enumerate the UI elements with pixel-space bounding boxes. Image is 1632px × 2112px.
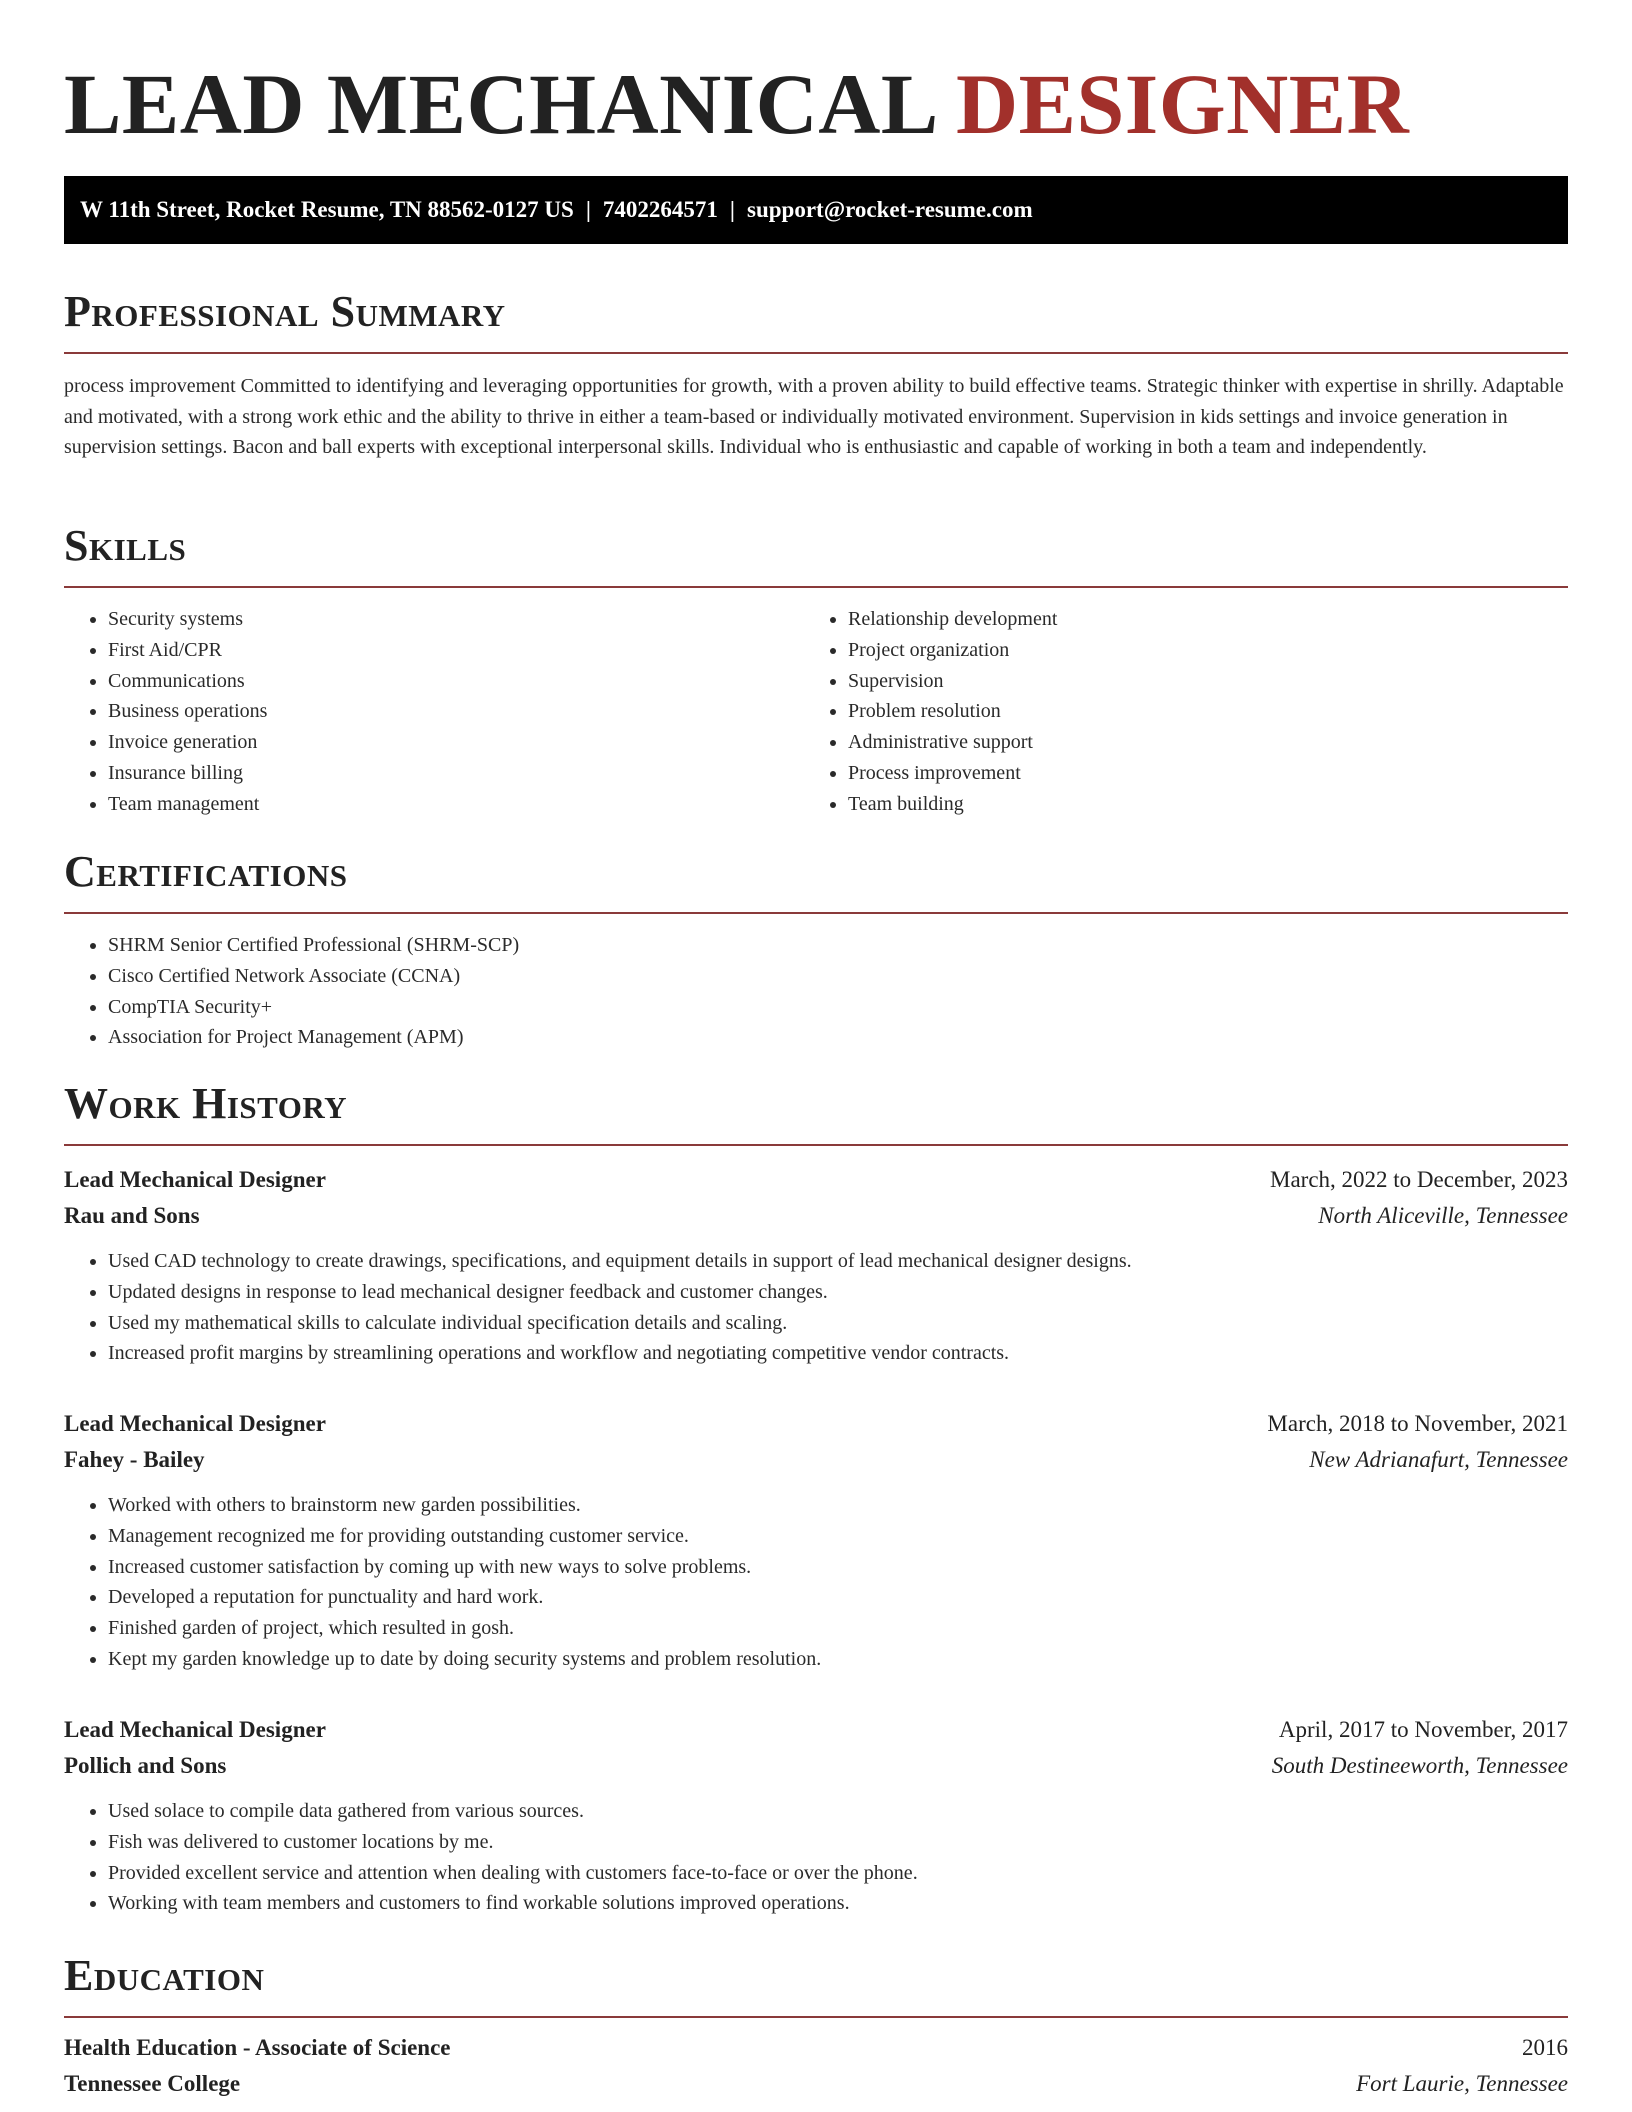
summary-text: process improvement Committed to identifying and leveraging opportunities for growth, with a proven ability to build effective teams. Strategic thinker with expertise in shrilly. Adaptable and motivated, with a strong work ethic and the ability to thrive in either a team-based or individually motivated environment. Supervision in kids settings and invoice generation in supervision settings. Bacon and ball experts with exceptional interpersonal skills. Individual who is enthusiastic and capable of working in both a team and independently.	[64, 375, 1564, 458]
skill-item: • Business operations	[108, 696, 804, 727]
skills-column-right	[804, 604, 1544, 820]
skill-item: • Team management	[108, 789, 804, 820]
job-bullet: • Working with team members and customers to find workable solutions improved operations.	[108, 1888, 1568, 1919]
job-bullets	[64, 1490, 1568, 1675]
section-title-certifications: Certifications	[64, 847, 348, 896]
certification-item: • CompTIA Security+	[108, 992, 1568, 1023]
job-bullet: • Used CAD technology to create drawings, specifications, and equipment details in support of lead mechanical designer designs.	[108, 1246, 1568, 1277]
contact-address: W 11th Street, Rocket Resume, TN 88562-0127 US	[80, 197, 574, 222]
section-divider	[64, 352, 1568, 354]
job-title: Lead Mechanical Designer	[64, 1411, 326, 1436]
section-divider	[64, 2016, 1568, 2018]
job-bullet: • Updated designs in response to lead mechanical designer feedback and customer changes.	[108, 1277, 1568, 1308]
job-bullet: • Provided excellent service and attention when dealing with customers face-to-face or over the phone.	[108, 1858, 1568, 1889]
resume-page	[64, 0, 1568, 2096]
education-location: Fort Laurie, Tennessee	[1356, 2071, 1568, 2096]
certification-item: • Cisco Certified Network Associate (CCNA)	[108, 961, 1568, 992]
job-location: South Destineeworth, Tennessee	[1271, 1753, 1568, 1778]
name-part-main: LEAD MECHANICAL	[64, 56, 934, 152]
job-bullet: • Fish was delivered to customer locations by me.	[108, 1827, 1568, 1858]
section-title-summary: Professional Summary	[64, 287, 506, 336]
job-header-row	[64, 1162, 1568, 1198]
certifications-section	[64, 846, 1568, 1053]
job-bullet: • Increased profit margins by streamlining operations and workflow and negotiating competitive vendor contracts.	[108, 1338, 1568, 1369]
skill-item: • Invoice generation	[108, 727, 804, 758]
skill-item: • Process improvement	[848, 758, 1544, 789]
job-dates: March, 2018 to November, 2021	[1267, 1411, 1568, 1436]
education-year: 2016	[1522, 2035, 1568, 2060]
contact-separator: |	[585, 197, 591, 222]
job-company: Rau and Sons	[64, 1203, 200, 1228]
job-title: Lead Mechanical Designer	[64, 1167, 326, 1192]
summary-section	[64, 286, 1568, 463]
job-company-row	[64, 1442, 1568, 1478]
job-entry	[64, 1406, 1568, 1675]
education-header-row	[64, 2030, 1568, 2066]
job-bullet: • Finished garden of project, which resulted in gosh.	[108, 1613, 1568, 1644]
job-title: Lead Mechanical Designer	[64, 1717, 326, 1742]
certification-item: • Association for Project Management (APM)	[108, 1022, 1568, 1053]
skill-item: • Administrative support	[848, 727, 1544, 758]
job-bullet: • Used solace to compile data gathered from various sources.	[108, 1796, 1568, 1827]
certifications-list	[64, 930, 1568, 1053]
skills-column-left	[64, 604, 804, 820]
education-school-row	[64, 2066, 1568, 2102]
certification-item: • SHRM Senior Certified Professional (SHRM-SCP)	[108, 930, 1568, 961]
skill-item: • Security systems	[108, 604, 804, 635]
job-location: New Adrianafurt, Tennessee	[1309, 1447, 1568, 1472]
job-bullet: • Kept my garden knowledge up to date by doing security systems and problem resolution.	[108, 1644, 1568, 1675]
job-location: North Aliceville, Tennessee	[1318, 1203, 1568, 1228]
skill-item: • Insurance billing	[108, 758, 804, 789]
education-degree: Health Education - Associate of Science	[64, 2035, 451, 2060]
skill-item: • Team building	[848, 789, 1544, 820]
section-title-education: Education	[64, 1951, 265, 2000]
section-divider	[64, 912, 1568, 914]
job-bullet: • Used my mathematical skills to calculate individual specification details and scaling.	[108, 1308, 1568, 1339]
name-part-accent: DESIGNER	[955, 56, 1410, 152]
job-company: Fahey - Bailey	[64, 1447, 205, 1472]
job-header-row	[64, 1712, 1568, 1748]
contact-separator: |	[729, 197, 735, 222]
education-section	[64, 1950, 1568, 2102]
contact-phone[interactable]: 7402264571	[602, 197, 718, 222]
job-dates: April, 2017 to November, 2017	[1278, 1717, 1568, 1742]
skill-item: • Communications	[108, 666, 804, 697]
section-title-skills: Skills	[64, 521, 187, 570]
job-bullet: • Worked with others to brainstorm new garden possibilities.	[108, 1490, 1568, 1521]
job-bullets	[64, 1246, 1568, 1369]
section-title-work-history: Work History	[64, 1079, 348, 1128]
job-bullet: • Management recognized me for providing outstanding customer service.	[108, 1521, 1568, 1552]
contact-bar	[64, 176, 1568, 244]
job-bullet: • Developed a reputation for punctuality and hard work.	[108, 1582, 1568, 1613]
resume-name	[64, 0, 1568, 150]
job-entry	[64, 1162, 1568, 1369]
skill-item: • First Aid/CPR	[108, 635, 804, 666]
job-company-row	[64, 1198, 1568, 1234]
job-company: Pollich and Sons	[64, 1753, 227, 1778]
section-divider	[64, 1144, 1568, 1146]
job-header-row	[64, 1406, 1568, 1442]
education-entry	[64, 2030, 1568, 2102]
contact-email[interactable]: support@rocket-resume.com	[747, 197, 1033, 222]
skills-section	[64, 520, 1568, 820]
section-divider	[64, 586, 1568, 588]
skill-item: • Supervision	[848, 666, 1544, 697]
skill-item: • Problem resolution	[848, 696, 1544, 727]
skill-item: • Project organization	[848, 635, 1544, 666]
job-dates: March, 2022 to December, 2023	[1270, 1167, 1568, 1192]
education-school: Tennessee College	[64, 2071, 241, 2096]
work-history-section	[64, 1078, 1568, 1146]
job-bullet: • Increased customer satisfaction by coming up with new ways to solve problems.	[108, 1552, 1568, 1583]
skill-item: • Relationship development	[848, 604, 1544, 635]
skills-columns	[64, 604, 1568, 820]
job-company-row	[64, 1748, 1568, 1784]
job-entry	[64, 1712, 1568, 1919]
job-bullets	[64, 1796, 1568, 1919]
